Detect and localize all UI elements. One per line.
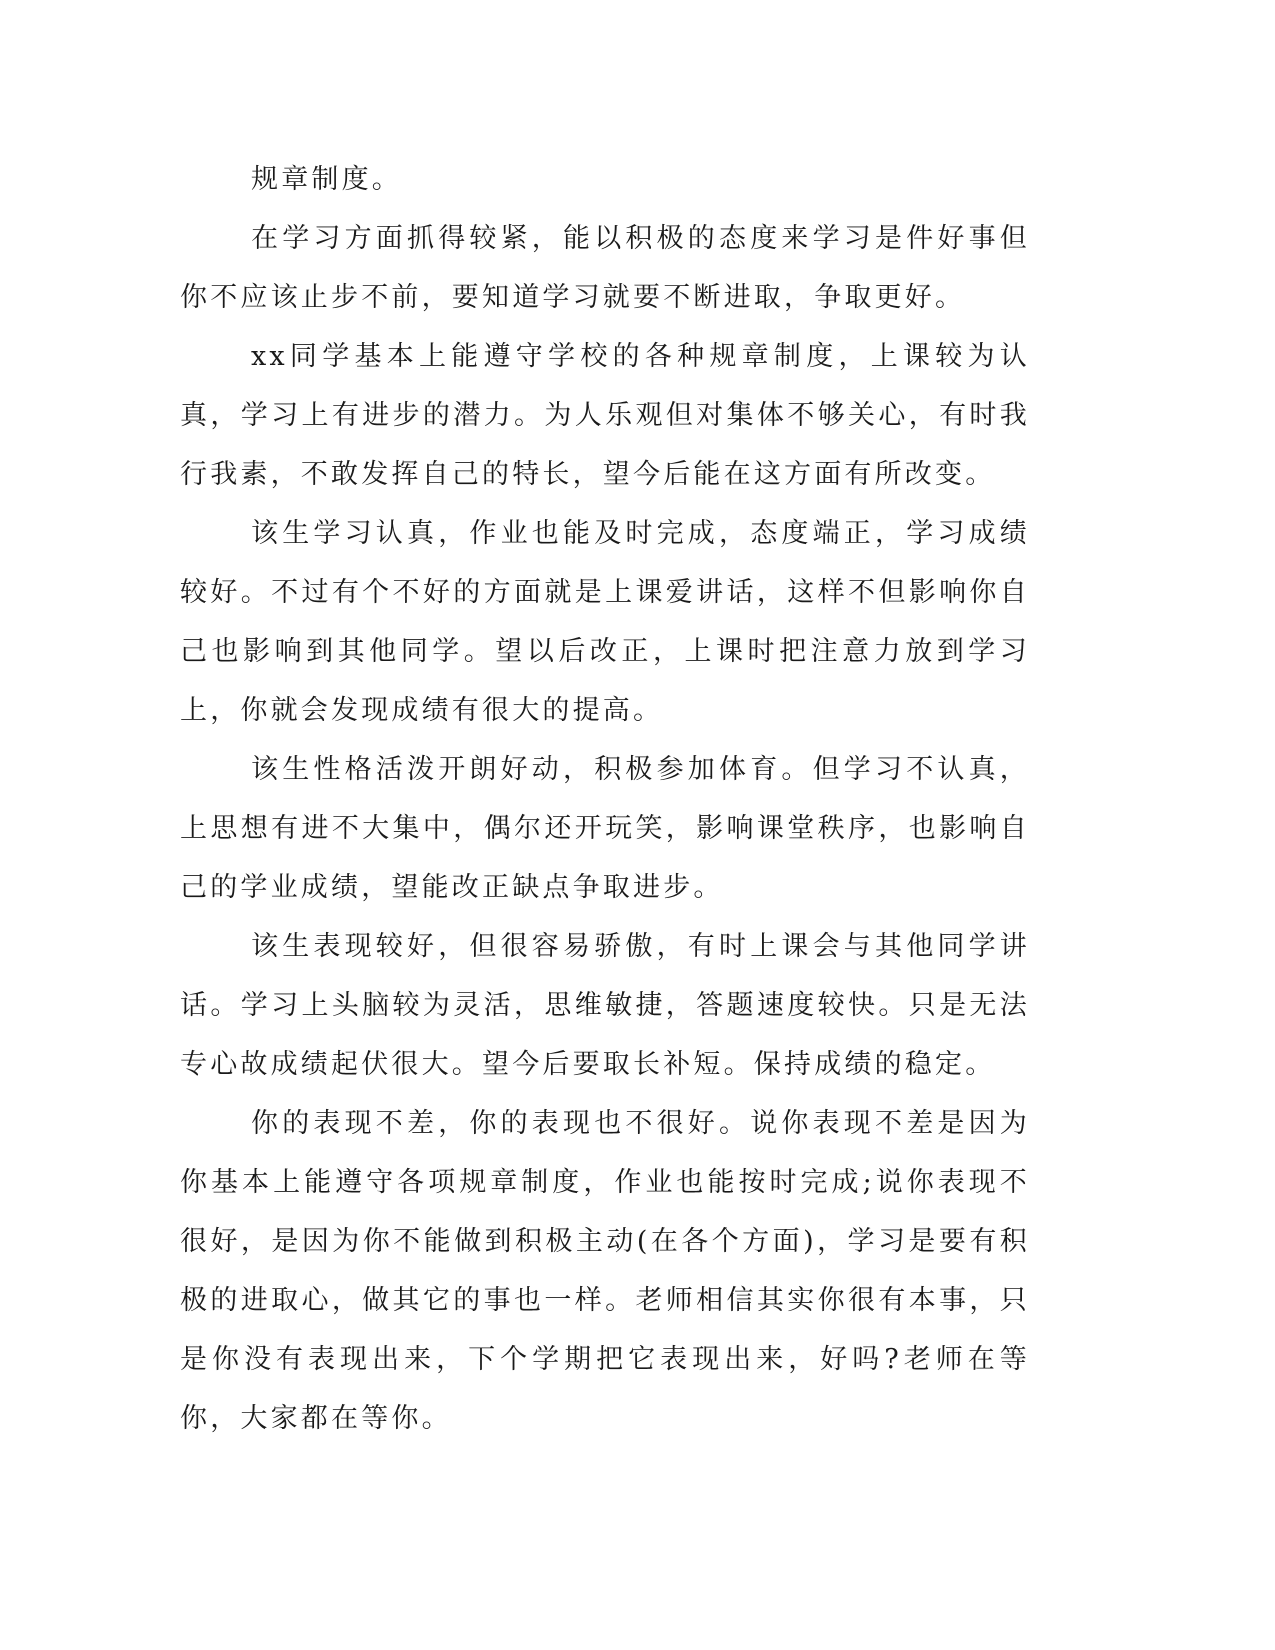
- paragraph-7: 你的表现不差，你的表现也不很好。说你表现不差是因为你基本上能遵守各项规章制度，作业也能按时完成;说你表现不很好，是因为你不能做到积极主动(在各个方面)，学习是要有积极的进取心，做其它的事也一样。老师相信其实你很有本事，只是你没有表现出来，下个学期把它表现出来，好吗?老师在等你，大家都在等你。: [180, 1108, 1030, 1434]
- paragraph-2: 在学习方面抓得较紧，能以积极的态度来学习是件好事但你不应该止步不前，要知道学习就要不断进取，争取更好。: [180, 223, 1030, 313]
- paragraph-4: 该生学习认真，作业也能及时完成，态度端正，学习成绩较好。不过有个不好的方面就是上课爱讲话，这样不但影响你自己也影响到其他同学。望以后改正，上课时把注意力放到学习上，你就会发现成绩有很大的提高。: [180, 518, 1030, 726]
- document-page: [180, 150, 1030, 1448]
- paragraph-3: xx同学基本上能遵守学校的各种规章制度，上课较为认真，学习上有进步的潜力。为人乐观但对集体不够关心，有时我行我素，不敢发挥自己的特长，望今后能在这方面有所改变。: [180, 341, 1030, 490]
- paragraph-1: 规章制度。: [251, 164, 402, 195]
- paragraph-5: 该生性格活泼开朗好动，积极参加体育。但学习不认真，上思想有进不大集中，偶尔还开玩笑，影响课堂秩序，也影响自己的学业成绩，望能改正缺点争取进步。: [180, 754, 1030, 903]
- paragraph-6: 该生表现较好，但很容易骄傲，有时上课会与其他同学讲话。学习上头脑较为灵活，思维敏捷，答题速度较快。只是无法专心故成绩起伏很大。望今后要取长补短。保持成绩的稳定。: [180, 931, 1030, 1080]
